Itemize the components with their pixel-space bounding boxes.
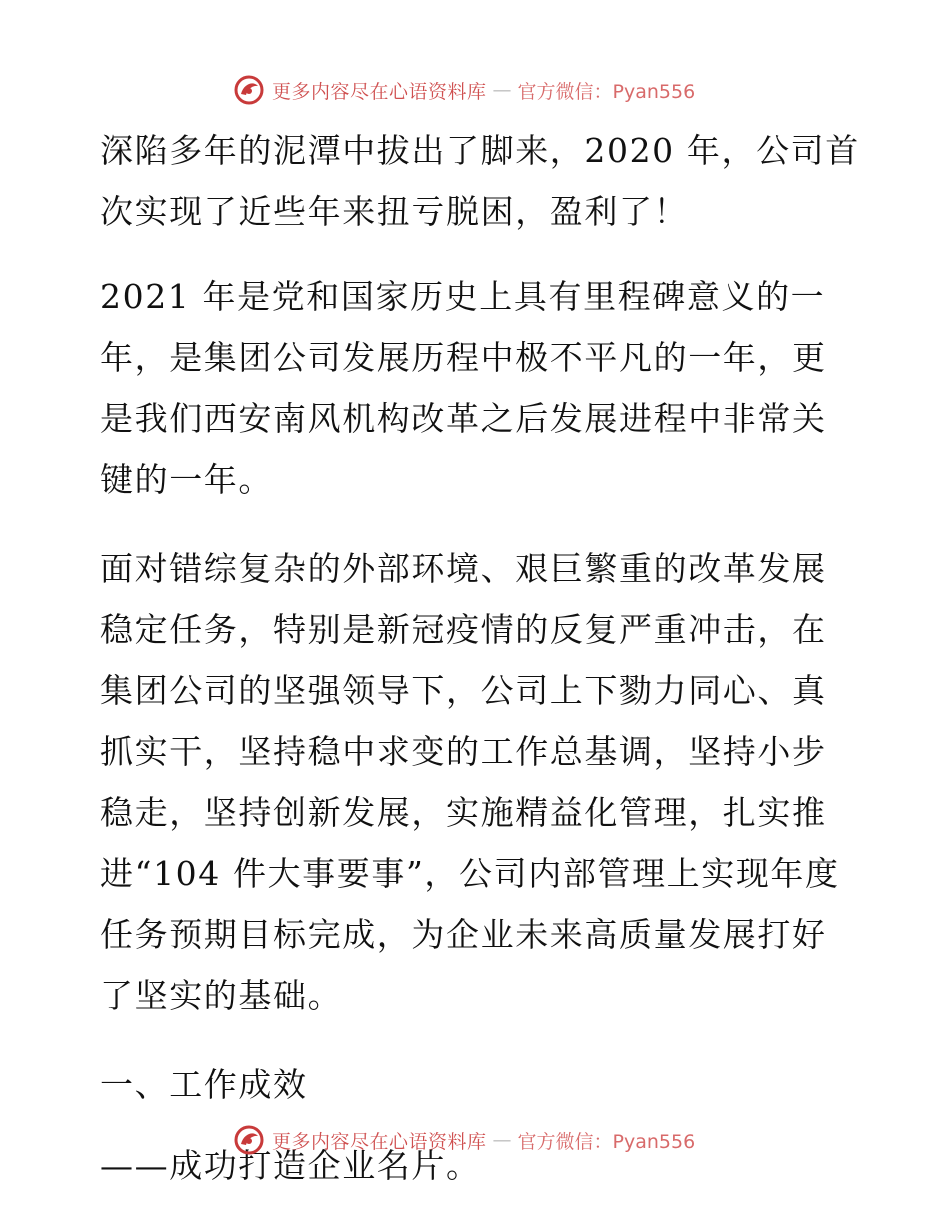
watermark-text: 更多内容尽在心语资料库	[272, 80, 487, 103]
red-swirl-logo-icon	[232, 1123, 266, 1157]
red-swirl-logo-icon	[232, 73, 266, 107]
watermark-dash: —	[492, 1129, 512, 1151]
header-watermark	[232, 73, 695, 107]
watermark-text: 更多内容尽在心语资料库	[272, 1130, 487, 1153]
watermark-wechat: 官方微信：Pyan556	[517, 80, 696, 103]
document-body	[100, 120, 860, 1216]
subsection-heading: ——成功打造企业名片。	[100, 1146, 481, 1185]
watermark-wechat: 官方微信：Pyan556	[517, 1130, 696, 1153]
section-heading: 一、工作成效	[100, 1065, 308, 1104]
watermark-dash: —	[492, 79, 512, 101]
footer-watermark	[232, 1123, 695, 1157]
paragraph: 深陷多年的泥潭中拔出了脚来，2020 年，公司首次实现了近些年来扭亏脱困，盈利了！	[100, 131, 860, 231]
paragraph: 面对错综复杂的外部环境、艰巨繁重的改革发展稳定任务，特别是新冠疫情的反复严重冲击，在集团公司的坚强领导下，公司上下勠力同心、真抓实干，坚持稳中求变的工作总基调，坚持小步稳走，坚持创新发展，实施精益化管理，扎实推进“104 件大事要事”，公司内部管理上实现年度任务预期目标完成，为企业未来高质量发展打好了坚实的基础。	[100, 549, 840, 1015]
paragraph: 2021 年是党和国家历史上具有里程碑意义的一年，是集团公司发展历程中极不平凡的一年，更是我们西安南风机构改革之后发展进程中非常关键的一年。	[100, 277, 827, 499]
